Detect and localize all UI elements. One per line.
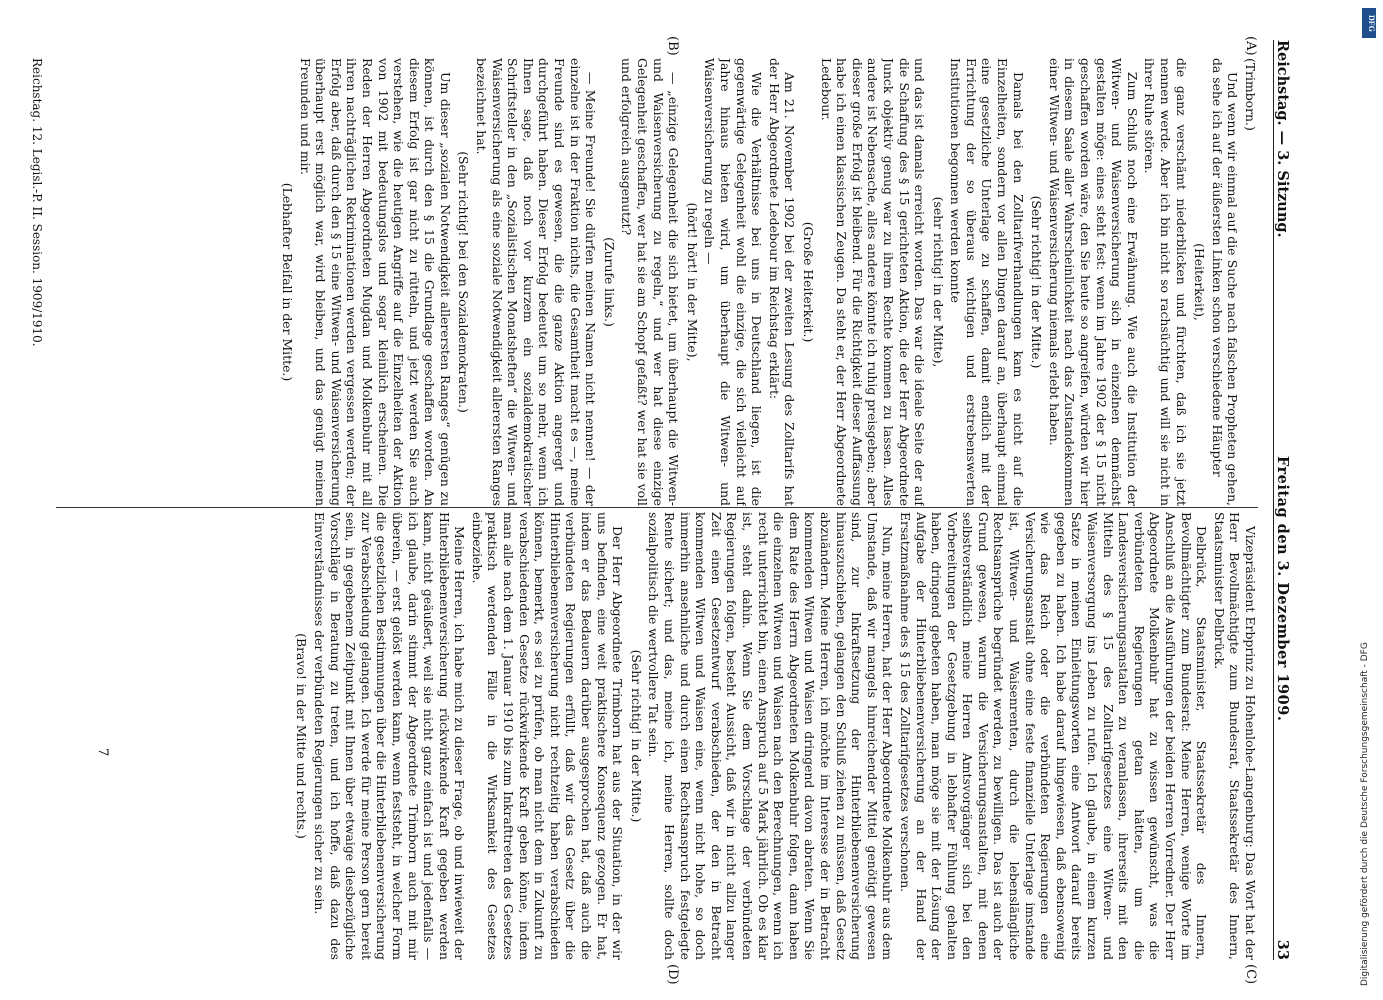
digitization-strip	[1360, 6, 1378, 996]
paragraph: Und wenn wir einmal auf die Suche nach falschen Propheten gehen, da sehe ich auf der äußersten Linken schon verschiedene Häupter	[1209, 58, 1241, 506]
page-header	[1273, 40, 1300, 960]
paragraph: Damals bei den Zolltarifverhandlungen kam es nicht auf die Einzelheiten, sondern vor allen Dingen darauf an, überhaupt einmal eine gesetzliche Unterlage zu schaffen, damit endlich mit der Errichtung der so überaus wichtigen und erstrebenswerten Institutionen begonnen werden konnte	[948, 58, 1026, 506]
signature-mark: 7	[95, 748, 110, 757]
interjection: (hört! hört! in der Mitte),	[684, 202, 700, 362]
paragraph: Delbrück, Staatsminister, Staatssekretär des Innern, Bevollmächtigter zum Bundesrat: Meine Herren, wenige Worte im Anschluß an die Ausführungen der beiden Herren Vorredner. Der Herr Abgeordnete Molkenbuhr hat zu wissen gewünscht, was die verbündeten Regierungen getan hätten, um die Landesversicherungsanstalten zu veranlassen, ihrerseits mit den Mitteln des § 15 des Zolltarifgesetzes eine Witwen- und Waisenversorgung ins Leben zu rufen. Ich glaube, in einem kurzen Satze in meinen Einleitungsworten eine Antwort darauf bereits gegeben zu haben. Ich habe darauf hingewiesen, daß ebensowenig wie das Reich oder die verbündeten Regierungen eine Versicherungsanstalt ohne eine feste finanzielle Unterlage imstande ist, Witwen- und Waisenrenten, durch die lebenslängliche Rechtsansprüche begründet werden, zu bewilligen. Das ist auch der Grund gewesen, warum die Versicherungsanstalten, mit denen selbstverständlich meine Herren Amtsvorgänger sich bei den Vorbereitungen der Gesetzgebung in lebhafter Fühlung gehalten haben, dringend gebeten haben, man möge sie mit der Lösung der Aufgabe der Hinterbliebenenversicherung an der Hand der Ersatzmaßnahme des § 15 des Zolltarifgesetzes verschonen.	[897, 512, 1210, 960]
page-number: 33	[1273, 939, 1291, 960]
applause-note: (Bravo! in der Mitte und rechts.)	[294, 633, 310, 839]
dfg-logo: DFG	[1362, 8, 1376, 38]
header-session: Reichstag. — 3. Sitzung.	[1273, 40, 1291, 238]
left-column	[56, 58, 1258, 506]
interjection: (sehr richtig! in der Mitte),	[930, 196, 946, 368]
margin-label-b: (B)	[665, 36, 680, 56]
margin-label-a: (A)	[1243, 36, 1258, 56]
digitization-note: Digitalisierung gefördert durch die Deutsche Forschungsgemeinschaft - DFG	[1360, 642, 1370, 986]
speaker-name: (Trimborn.)	[1243, 58, 1258, 131]
paragraph: Zum Schluß noch eine Erwähnung. Wie auch die Institution der Witwen- und Waisenversicherung sich in einzelnen demnächst gestalten möge: eines steht fest: wenn im Jahre 1902 der § 15 nicht geschaffen worden wäre, den Sie heute so angreifen, würden wir hier in diesem Saale aller Wahrscheinlichkeit nach das Zustandekommen einer Witwen- und Waisenversicherung niemals erlebt haben.	[1046, 58, 1140, 506]
interjection: (Große Heiterkeit.)	[800, 221, 816, 343]
interjection: (Sehr richtig! in der Mitte.)	[1029, 195, 1045, 369]
interjection: (Heiterkeit),	[1192, 243, 1208, 321]
paragraph: Der Herr Abgeordnete Trimborn hat aus der Situation, in der wir uns befinden, eine weit praktischere Konsequenz gezogen. Er hat, indem er das Bedauern darüber ausgesprochen hat, daß auch die verbündeten Regierungen erfüllt, daß wir das Gesetz über die Hinterbliebenenversicherung nicht rechtzeitig haben verabschieden können, bemerkt, es sei zu prüfen, ob man nicht dem in Zukunft zu verabschiedenden Gesetze rückwirkende Kraft geben könne, indem man alle nach dem 1. Januar 1910 bis zum Inkrafttreten des Gesetzes praktisch werdenden Fälle in die Wirksamkeit des Gesetzes einbeziehe.	[469, 512, 626, 960]
paragraph: Nun, meine Herren, hat der Herr Abgeordnete Molkenbuhr aus dem Umstande, daß wir mangels hinreichender Mittel genötigt gewesen sind, zur Inkraftsetzung der Hinterbliebenenversicherung hinauszuschieben, gelangen den Schluß ziehen zu müssen, daß Gesetz abzuändern. Meine Herren, ich möchte im Interesse der in Betracht kommenden Witwen und Waisen dringend davon abraten. Wenn Sie dem Rate des Herrn Abgeordneten Molkenbuhr folgen, dann haben die einzelnen Witwen und Waisen nach den Berechnungen, wenn ich recht unterrichtet bin, einen Anspruch auf 5 Mark jährlich. Ob es klar ist, steht dahin. Wenn Sie dem Vorschlage der verbündeten Regierungen folgen, besteht Aussicht, daß wir in nicht allzu langer Zeit einen Gesetzentwurf verabschieden, der den in Betracht kommenden Witwen und Waisen eine, wenn nicht hohe, so doch immerhin ansehnliche und durch einen Rechtsanspruch festgelegte Rente sichert; und das, meine ich, meine Herren, sollte doch sozialpolitisch die wertvollere Tat sein.	[646, 512, 896, 960]
margin-label-d: (D)	[665, 964, 680, 985]
paragraph: Um dieser „sozialen Notwendigkeit allerersten Ranges“ genügen zu können, ist durch den § 15 die Grundlage geschaffen worden. An diesem Erfolg ist gar nicht zu rütteln, und jetzt werden Sie auch verstehen, wie die heutigen Angriffe auf die Einzelheiten der Aktion von 1902 mit bedeutungslos und sogar kleinlich erscheinen. Die Reden der Herren Abgeordneten Mugdan und Molkenbuhr mit all ihren nachträglichen Rekriminationen werden vergessen werden; der Erfolg aber, daß durch den § 15 eine Witwen- und Waisenversicherung überhaupt erst möglich war, wird bleiben, und das genügt meinen Freunden und mir.	[297, 58, 453, 506]
interjection: (Zurufe links.)	[601, 237, 617, 327]
right-column	[56, 512, 1258, 960]
applause-note: (Lebhafter Beifall in der Mitte.)	[279, 182, 295, 382]
paragraph: Meine Herren, ich habe mich zu dieser Frage, ob und inwieweit der Hinterbliebenenversicherung rückwirkende Kraft gegeben werden kann, nicht geäußert, weil sie nicht ganz einfach ist und jedenfalls — ich glaube, darin stimmt der Abgeordnete Trimborn auch mit mir überein, — erst gelöst werden kann, wenn feststeht, in welcher Form die gesetzlichen Bestimmungen über die Hinterbliebenenversicherung zur Verabschiedung gelangen. Ich werde für meine Person gern bereit sein, in gegebenem Zeitpunkt mit Ihnen über etwaige diesbezügliche Vorschläge in Beratung zu treten, und ich hoffe, daß dazu des Einverständnisses der verbündeten Regierungen sicher zu sein.	[311, 512, 468, 960]
header-date: Freitag den 3. Dezember 1909.	[1273, 455, 1291, 722]
page-footer: Reichstag. 12. Legisl.-P. II. Session. 1909/1910.	[29, 58, 44, 347]
paragraph: und das ist damals erreicht worden. Das war die ideale Seite der auf die Schaffung des § 15 gerichteten Aktion, die der Herr Abgeordnete Junck objektiv genug war zu ihrem Rechte kommen zu lassen. Alles andere ist Nebensache, alles andere könnte ich ruhig preisgeben; aber dieser große Erfolg ist bleibend. Für die Richtigkeit dieser Auffassung habe ich einen klassischen Zeugen. Da steht er, der Herr Abgeordnete Ledebour.	[818, 58, 928, 506]
paragraph: — „einzige Gelegenheit die sich bietet, um überhaupt die Witwen- und Waisenversicherung zu regeln,“ und wer hat diese einzige Gelegenheit geschaffen, wer hat sie am Schopf gefaßt? wer hat sie voll und erfolgreich ausgenutzt?	[619, 58, 682, 506]
interjection: (Sehr richtig! bei den Sozialdemokraten.)	[456, 151, 472, 413]
margin-label-c: (C)	[1243, 964, 1258, 985]
paragraph: — Meine Freunde! Sie dürfen meinen Namen nicht nennen! — der einzelne ist in der Fraktion nichts, die Gesamtheit macht es —, meine Freunde sind es gewesen, die die ganze Aktion angeregt und durchgeführt haben. Dieser Erfolg bedeutet um so mehr, wenn ich Ihnen sage, daß noch vor kurzem ein sozialdemokratischer Schriftsteller in den „Sozialistischen Monatsheften“ die Witwen- und Waisenversicherung als eine soziale Notwendigkeit allerersten Ranges bezeichnet hat.	[474, 58, 599, 506]
paragraph: Am 21. November 1902 bei der zweiten Lesung des Zolltarifs hat der Herr Abgeordnete Ledebour im Reichstag erklärt:	[766, 58, 798, 506]
column-divider	[56, 507, 1258, 508]
paragraph: die ganz verschämt niederblicken und fürchten, daß ich sie jetzt nennen werde. Aber ich bin nicht so rachsüchtig und will sie nicht in ihrer Ruhe stören.	[1142, 58, 1189, 506]
interjection: (Sehr richtig! in der Mitte.)	[628, 649, 644, 823]
paragraph: Vizepräsident Erbprinz zu Hohenlohe-Langenburg: Das Wort hat der Herr Bevollmächtigte zum Bundesrat, Staatssekretär des Innern, Staatsminister Delbrück.	[1211, 512, 1258, 960]
quotation: Wie die Verhältnisse bei uns in Deutschland liegen, ist die gegenwärtige Gelegenheit wohl die einzige, die sich vielleicht auf Jahre hinaus bieten wird, um überhaupt die Witwen- und Waisenversicherung zu regeln —	[702, 58, 765, 506]
